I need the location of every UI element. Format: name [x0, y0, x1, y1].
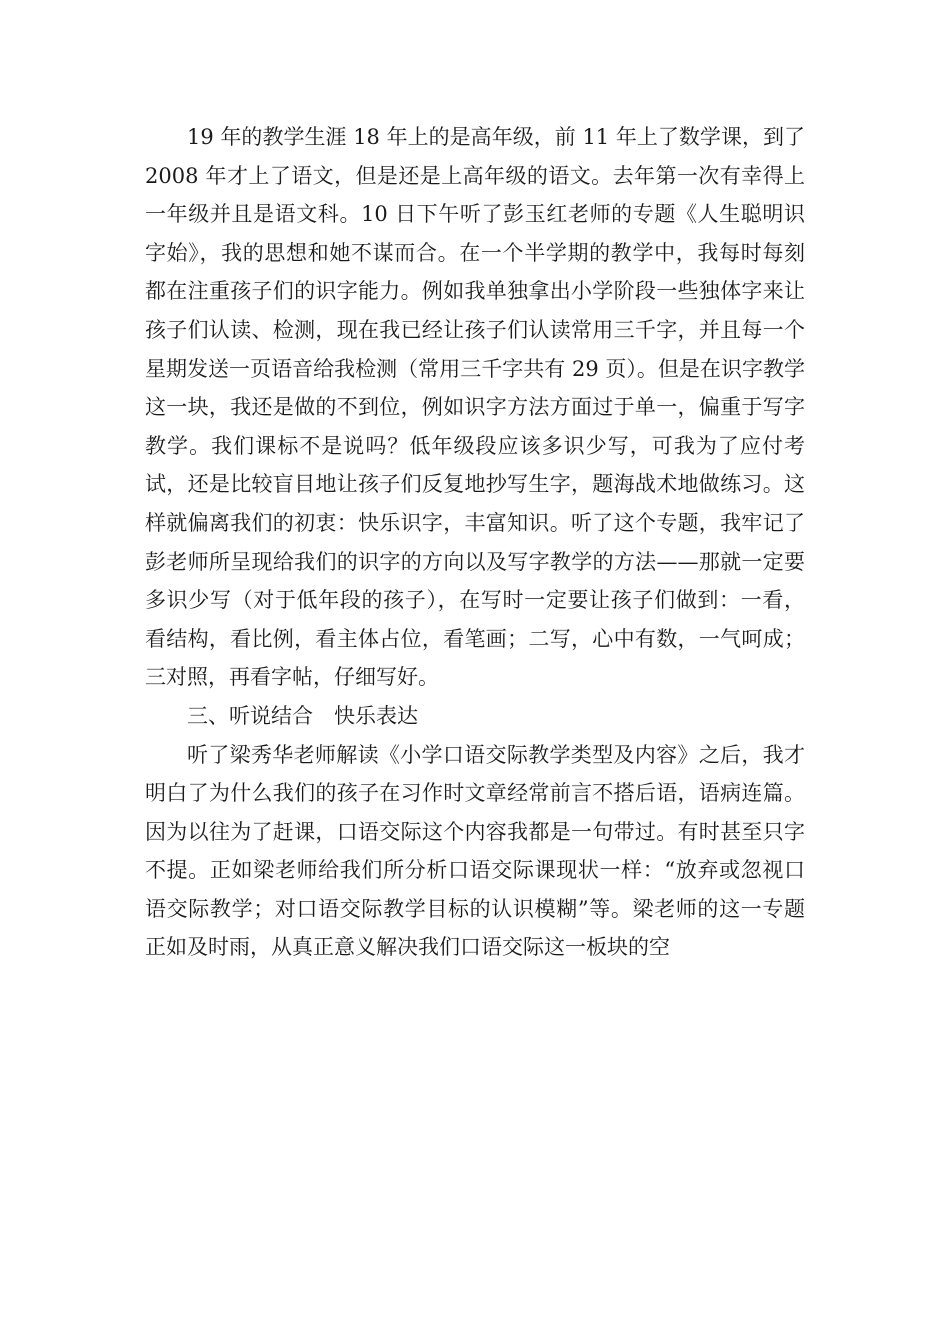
- document-body: [145, 118, 805, 967]
- paragraph-literacy-teaching: 19 年的教学生涯 18 年上的是高年级，前 11 年上了数学课，到了 2008 年才上了语文，但是还是上高年级的语文。去年第一次有幸得上一年级并且是语文科。10 日下午听了彭玉红老师的专题《人生聪明识字始》，我的思想和她不谋而合。在一个半学期的教学中，我每时每刻都在注重孩子们的识字能力。例如我单独拿出小学阶段一些独体字来让孩子们认读、检测，现在我已经让孩子们认读常用三千字，并且每一个星期发送一页语音给我检测（常用三千字共有 29 页）。但是在识字教学这一块，我还是做的不到位，例如识字方法方面过于单一，偏重于写字教学。我们课标不是说吗？低年级段应该多识少写，可我为了应付考试，还是比较盲目地让孩子们反复地抄写生字，题海战术地做练习。这样就偏离我们的初衷：快乐识字，丰富知识。听了这个专题，我牢记了彭老师所呈现给我们的识字的方向以及写字教学的方法——那就一定要多识少写（对于低年段的孩子），在写时一定要让孩子们做到：一看，看结构，看比例，看主体占位，看笔画；二写，心中有数，一气呵成；三对照，再看字帖，仔细写好。: [145, 125, 805, 690]
- section-heading-listening-speaking: 三、听说结合 快乐表达: [187, 703, 418, 728]
- paragraph-oral-communication: 听了梁秀华老师解读《小学口语交际教学类型及内容》之后，我才明白了为什么我们的孩子在习作时文章经常前言不搭后语，语病连篇。因为以往为了赶课，口语交际这个内容我都是一句带过。有时甚至只字不提。正如梁老师给我们所分析口语交际课现状一样：“放弃或忽视口语交际教学；对口语交际教学目标的认识模糊”等。梁老师的这一专题正如及时雨，从真正意义解决我们口语交际这一板块的空: [145, 742, 805, 960]
